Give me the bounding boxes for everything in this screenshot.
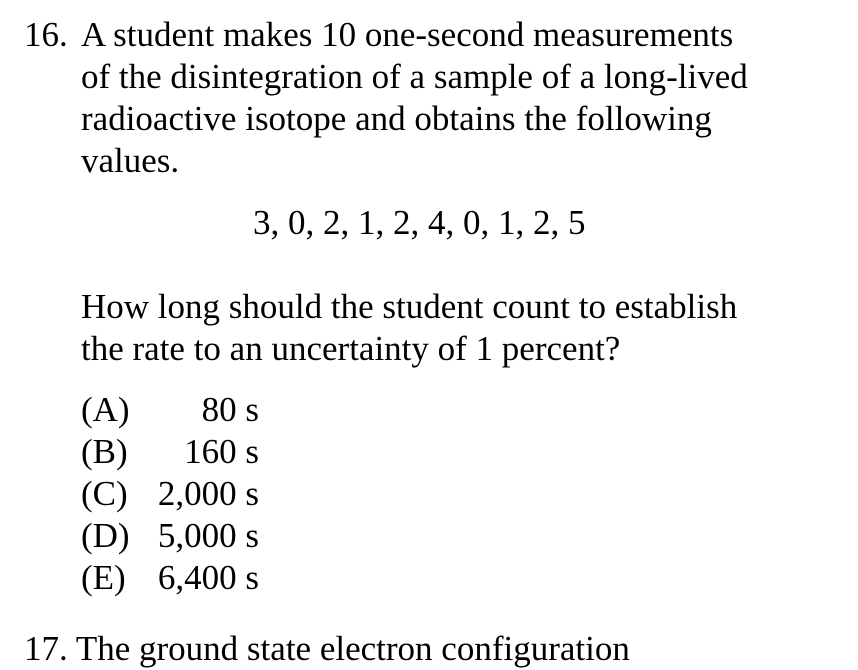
- question-prompt-line: the rate to an uncertainty of 1 percent?: [81, 329, 621, 368]
- choice-value: 2,000 s: [157, 474, 259, 513]
- answer-choices: [81, 389, 259, 599]
- question-prompt: [81, 286, 737, 370]
- measurement-values: 3, 0, 2, 1, 2, 4, 0, 1, 2, 5: [253, 203, 586, 242]
- question-stem: [81, 14, 841, 182]
- choice-value: 6,400 s: [157, 558, 259, 597]
- choice-value: 160 s: [184, 432, 259, 471]
- choice-letter: (D): [81, 516, 130, 555]
- choice-value: 5,000 s: [157, 516, 259, 555]
- question-stem-line: values.: [81, 141, 180, 180]
- choice-letter: (B): [81, 432, 128, 471]
- choice-letter: (C): [81, 474, 128, 513]
- answer-choice-a[interactable]: [81, 389, 259, 431]
- next-question-partial: 17. The ground state electron configuration: [24, 629, 630, 668]
- choice-letter: (E): [81, 558, 126, 597]
- choice-letter: (A): [81, 390, 130, 429]
- answer-choice-d[interactable]: [81, 515, 259, 557]
- question-prompt-line: How long should the student count to establish: [81, 287, 738, 326]
- question-number: 16.: [24, 15, 68, 54]
- answer-choice-c[interactable]: [81, 473, 259, 515]
- question-stem-line: radioactive isotope and obtains the following: [81, 99, 712, 138]
- question-stem-line: A student makes 10 one-second measurements: [81, 15, 734, 54]
- answer-choice-b[interactable]: [81, 431, 259, 473]
- choice-value: 80 s: [201, 390, 259, 429]
- question-stem-line: of the disintegration of a sample of a long-lived: [81, 57, 748, 96]
- answer-choice-e[interactable]: [81, 557, 259, 599]
